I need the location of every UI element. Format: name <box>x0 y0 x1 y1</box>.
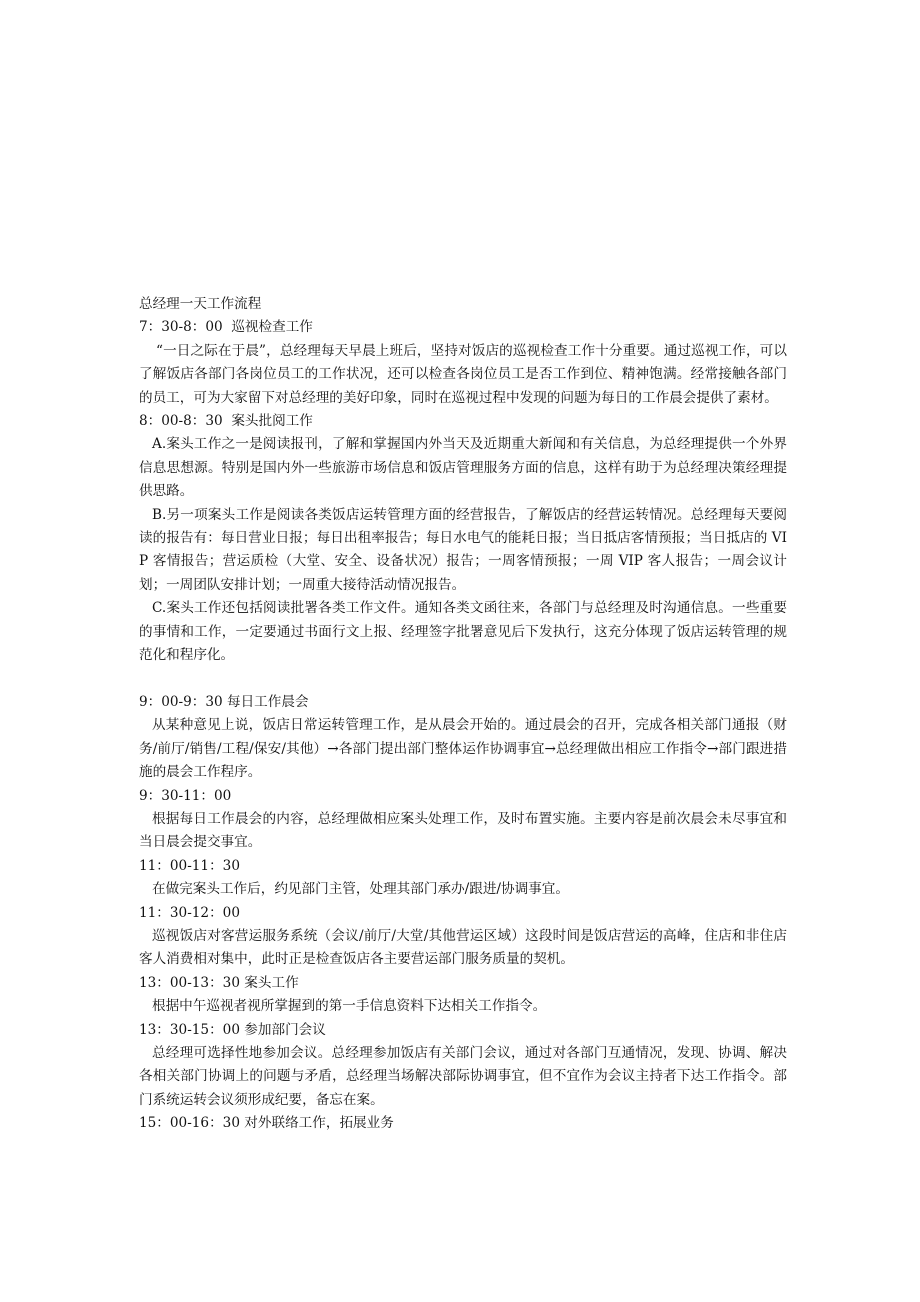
section-paragraph: 根据中午巡视者视所掌握到的第一手信息资料下达相关工作指令。 <box>152 998 547 1015</box>
section-paragraph: B.另一项案头工作是阅读各类饭店运转管理方面的经营报告，了解饭店的经营运转情况。总经理每天要阅读的报告有：每日营业日报；每日出租率报告；每日水电气的能耗日报；当日抵店客情预报；当日抵店的 VIP 客情报告；营运质检（大堂、安全、设备状况）报告；一周客情预报；一周 VIP 客人报告；一周会议计划；一周团队安排计划；一周重大接待活动情况报告。 <box>139 506 787 593</box>
section-paragraph: 巡视饭店对客营运服务系统（会议/前厅/大堂/其他营运区域）这段时间是饭店营运的高峰，住店和非住店客人消费相对集中，此时正是检查饭店各主要营运部门服务质量的契机。 <box>139 927 787 968</box>
section-heading: 13：30-15：00 参加部门会议 <box>139 1021 326 1038</box>
section-heading: 8：00-8：30 案头批阅工作 <box>139 413 313 430</box>
section-paragraph: “一日之际在于晨”，总经理每天早晨上班后，坚持对饭店的巡视检查工作十分重要。通过巡视工作，可以了解饭店各部门各岗位员工的工作状况，还可以检查各岗位员工是否工作到位、精神饱满。经常接触各部门的员工，可为大家留下对总经理的美好印象，同时在巡视过程中发现的问题为每日的工作晨会提供了素材。 <box>139 342 787 406</box>
section-heading: 9：00-9：30 每日工作晨会 <box>139 693 309 710</box>
section-heading: 11：00-11：30 <box>139 857 240 874</box>
blank-line <box>139 668 787 691</box>
section-heading: 7：30-8：00 巡视检查工作 <box>139 319 313 336</box>
document-title: 总经理一天工作流程 <box>139 296 262 312</box>
section-paragraph: 在做完案头工作后，约见部门主管，处理其部门承办/跟进/协调事宜。 <box>152 881 569 898</box>
section-heading: 13：00-13：30 案头工作 <box>139 974 299 991</box>
section-heading: 9：30-11：00 <box>139 787 232 804</box>
section-paragraph: 总经理可选择性地参加会议。总经理参加饭店有关部门会议，通过对各部门互通情况，发现、协调、解决各相关部门协调上的问题与矛盾，总经理当场解决部际协调事宜，但不宜作为会议主持者下达工作指令。部门系统运转会议须形成纪要，备忘在案。 <box>139 1044 787 1108</box>
section-heading: 15：00-16：30 对外联络工作，拓展业务 <box>139 1115 394 1132</box>
section-paragraph: 从某种意见上说，饭店日常运转管理工作，是从晨会开始的。通过晨会的召开，完成各相关部门通报（财务/前厅/销售/工程/保安/其他）→各部门提出部门整体运作协调事宜→总经理做出相应工作指令→部门跟进措施的晨会工作程序。 <box>139 717 787 781</box>
section-paragraph: C.案头工作还包括阅读批署各类工作文件。通知各类文函往来，各部门与总经理及时沟通信息。一些重要的事情和工作，一定要通过书面行文上报、经理签字批署意见后下发执行，这充分体现了饭店运转管理的规范化和程序化。 <box>139 600 787 664</box>
section-paragraph: A.案头工作之一是阅读报刊，了解和掌握国内外当天及近期重大新闻和有关信息，为总经理提供一个外界信息思想源。特别是国内外一些旅游市场信息和饭店管理服务方面的信息，这样有助于为总经理决策经理提供思路。 <box>139 436 787 500</box>
section-paragraph: 根据每日工作晨会的内容，总经理做相应案头处理工作，及时布置实施。主要内容是前次晨会未尽事宜和当日晨会提交事宜。 <box>139 810 787 851</box>
section-heading: 11：30-12：00 <box>139 904 240 921</box>
document-body <box>139 293 787 1136</box>
